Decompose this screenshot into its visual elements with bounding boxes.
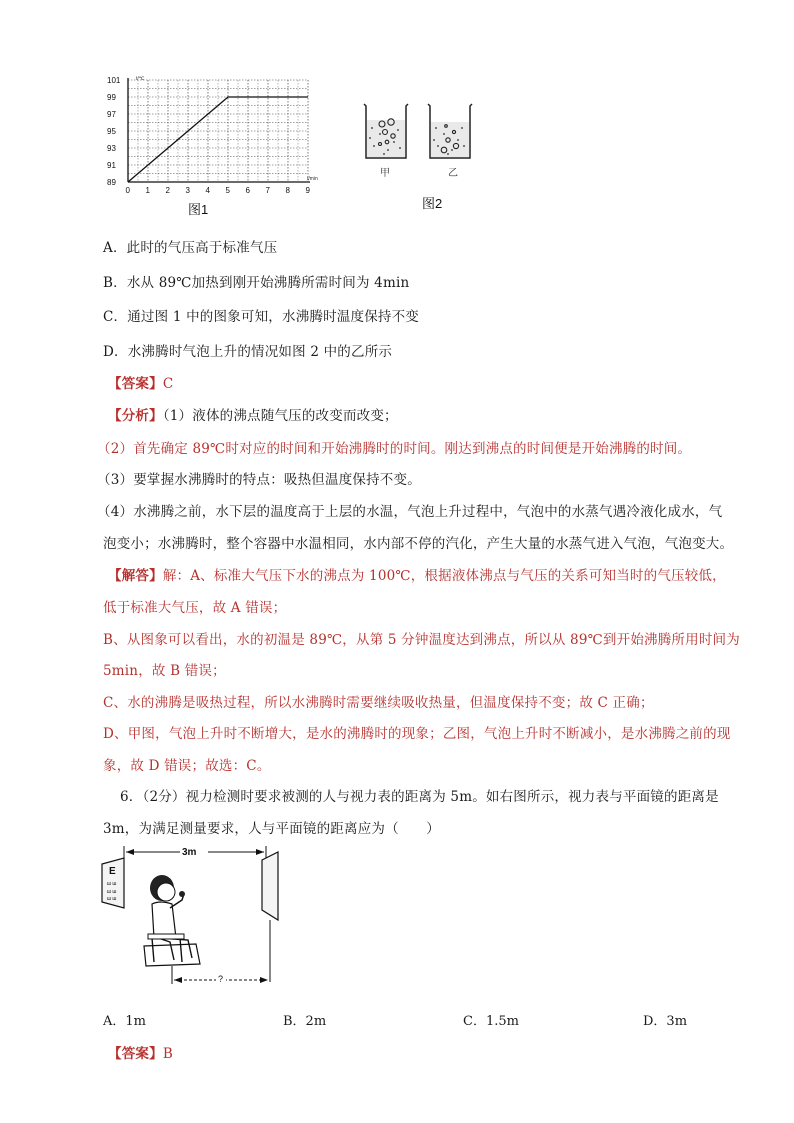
top-dimension-label: 3m [182, 847, 197, 858]
figure1-x-axis-label: t/min [307, 176, 318, 182]
eye-chart-letter: E [109, 866, 116, 877]
figure1-x-tick-label: 5 [225, 186, 230, 195]
figure1-y-axis-label: t/℃ [136, 76, 145, 82]
q5-solution-l6: D、甲图，气泡上升时不断增大，是水的沸腾时的现象；乙图，气泡上升时不断减小，是水沸腾之前的现 [103, 726, 731, 742]
q5-solution-l2: 低于标准大气压，故 A 错误； [103, 600, 287, 616]
figure1-y-tick-label: 93 [107, 144, 116, 153]
bottom-dimension [172, 966, 268, 984]
q6-answer [108, 1042, 173, 1062]
figure1-y-tick-label: 97 [107, 110, 116, 119]
figure1-x-tick-label: 7 [265, 186, 270, 195]
q6-option-b: B．2m [283, 1014, 327, 1029]
q5-solution-l4: 5min，故 B 错误； [103, 663, 226, 679]
beaker-yi [428, 104, 472, 158]
q5-option-c: C．通过图 1 中的图象可知，水沸腾时温度保持不变 [103, 309, 420, 325]
beaker-jia [364, 104, 408, 158]
figure1-y-tick-label: 99 [107, 93, 116, 102]
q5-analysis-line1 [108, 404, 398, 424]
q5-answer [108, 372, 173, 392]
figure1-x-tick-label: 3 [185, 186, 190, 195]
figure1-x-tick-label: 2 [165, 186, 170, 195]
q5-analysis-p4a: （4）水沸腾之前，水下层的温度高于上层的水温，气泡上升过程中，气泡中的水蒸气遇冷液化成水，气 [97, 504, 723, 520]
q6-option-c: C．1.5m [463, 1014, 519, 1029]
beaker-jia-label: 甲 [380, 168, 390, 179]
plane-mirror [262, 852, 278, 920]
svg-text:ш ш: ш ш [107, 896, 117, 902]
eye-chart [102, 858, 124, 908]
seated-person [144, 875, 200, 966]
q5-solution-l3: B、从图象可以看出，水的初温是 89℃，从第 5 分钟温度达到沸点，所以从 89℃到开始沸腾所用时间为 [103, 632, 740, 648]
figure1-y-tick-label: 101 [107, 76, 121, 85]
q6-option-d: D．3m [643, 1014, 688, 1029]
q5-analysis-p4b: 泡变小；水沸腾时，整个容器中水温相同，水内部不停的汽化，产生大量的水蒸气进入气泡，气泡变大。 [103, 536, 734, 552]
q6-answer-value: B [162, 1046, 173, 1062]
q5-solution-l7: 象，故 D 错误；故选：C。 [103, 758, 271, 774]
beaker-yi-label: 乙 [448, 168, 458, 179]
figure1-x-tick-label: 6 [245, 186, 250, 195]
q5-answer-tag: 【答案】 [108, 376, 163, 392]
bottom-dimension-label: ? [218, 974, 224, 984]
q5-analysis-p3: （3）要掌握水沸腾时的特点：吸热但温度保持不变。 [97, 472, 421, 488]
q5-solution-tag: 【解答】 [108, 568, 163, 584]
q5-analysis-p1: （1）液体的沸点随气压的改变而改变； [162, 408, 398, 424]
figure1-axes [128, 78, 310, 182]
figure1-caption: 图1 [188, 202, 209, 217]
figure1-graph [105, 72, 335, 222]
figure1-grid [128, 80, 308, 182]
q6-stem-line2: 3m，为满足测量要求，人与平面镜的距离应为（ ） [103, 821, 440, 837]
q5-option-a: A．此时的气压高于标准气压 [103, 240, 278, 256]
q5-solution-l1: 解：A、标准大气压下水的沸点为 100℃，根据液体沸点与气压的关系可知当时的气压较低， [162, 568, 726, 584]
figure1-x-tick-label: 0 [125, 186, 130, 195]
figure1-y-tick-label: 89 [107, 178, 116, 187]
q6-option-a: A．1m [103, 1014, 146, 1029]
q5-answer-value: C [162, 376, 174, 392]
figure1-x-tick-label: 9 [305, 186, 310, 195]
q6-answer-tag: 【答案】 [108, 1046, 163, 1062]
figure2-beakers [358, 98, 488, 213]
q6-eye-test-figure [100, 838, 300, 988]
figure1-y-tick-label: 95 [107, 127, 116, 136]
top-dimension [124, 845, 266, 862]
svg-text:ш ш: ш ш [107, 881, 117, 887]
figure1-x-tick-label: 1 [145, 186, 150, 195]
q5-analysis-p2: （2）首先确定 89℃时对应的时间和开始沸腾时的时间。刚达到沸点的时间便是开始沸腾的时间。 [97, 441, 692, 457]
q5-analysis-tag: 【分析】 [108, 408, 163, 424]
q5-solution-line1 [108, 564, 726, 584]
figure1-x-tick-label: 4 [205, 186, 210, 195]
q6-stem-line1: 6．（2分）视力检测时要求被测的人与视力表的距离为 5m。如右图所示，视力表与平面镜的距离是 [120, 789, 719, 805]
q5-solution-l5: C、水的沸腾是吸热过程，所以水沸腾时需要继续吸收热量，但温度保持不变；故 C 正确； [103, 695, 654, 711]
q5-option-d: D．水沸腾时气泡上升的情况如图 2 中的乙所示 [103, 344, 393, 360]
figure1-x-tick-labels [126, 186, 311, 195]
q5-option-b: B．水从 89℃加热到刚开始沸腾所需时间为 4min [103, 275, 410, 291]
figure1-y-tick-labels [107, 76, 121, 187]
figure1-y-tick-label: 91 [107, 161, 116, 170]
svg-text:ш ш: ш ш [107, 889, 117, 895]
figure2-caption: 图2 [422, 196, 443, 211]
figure1-x-tick-label: 8 [285, 186, 290, 195]
